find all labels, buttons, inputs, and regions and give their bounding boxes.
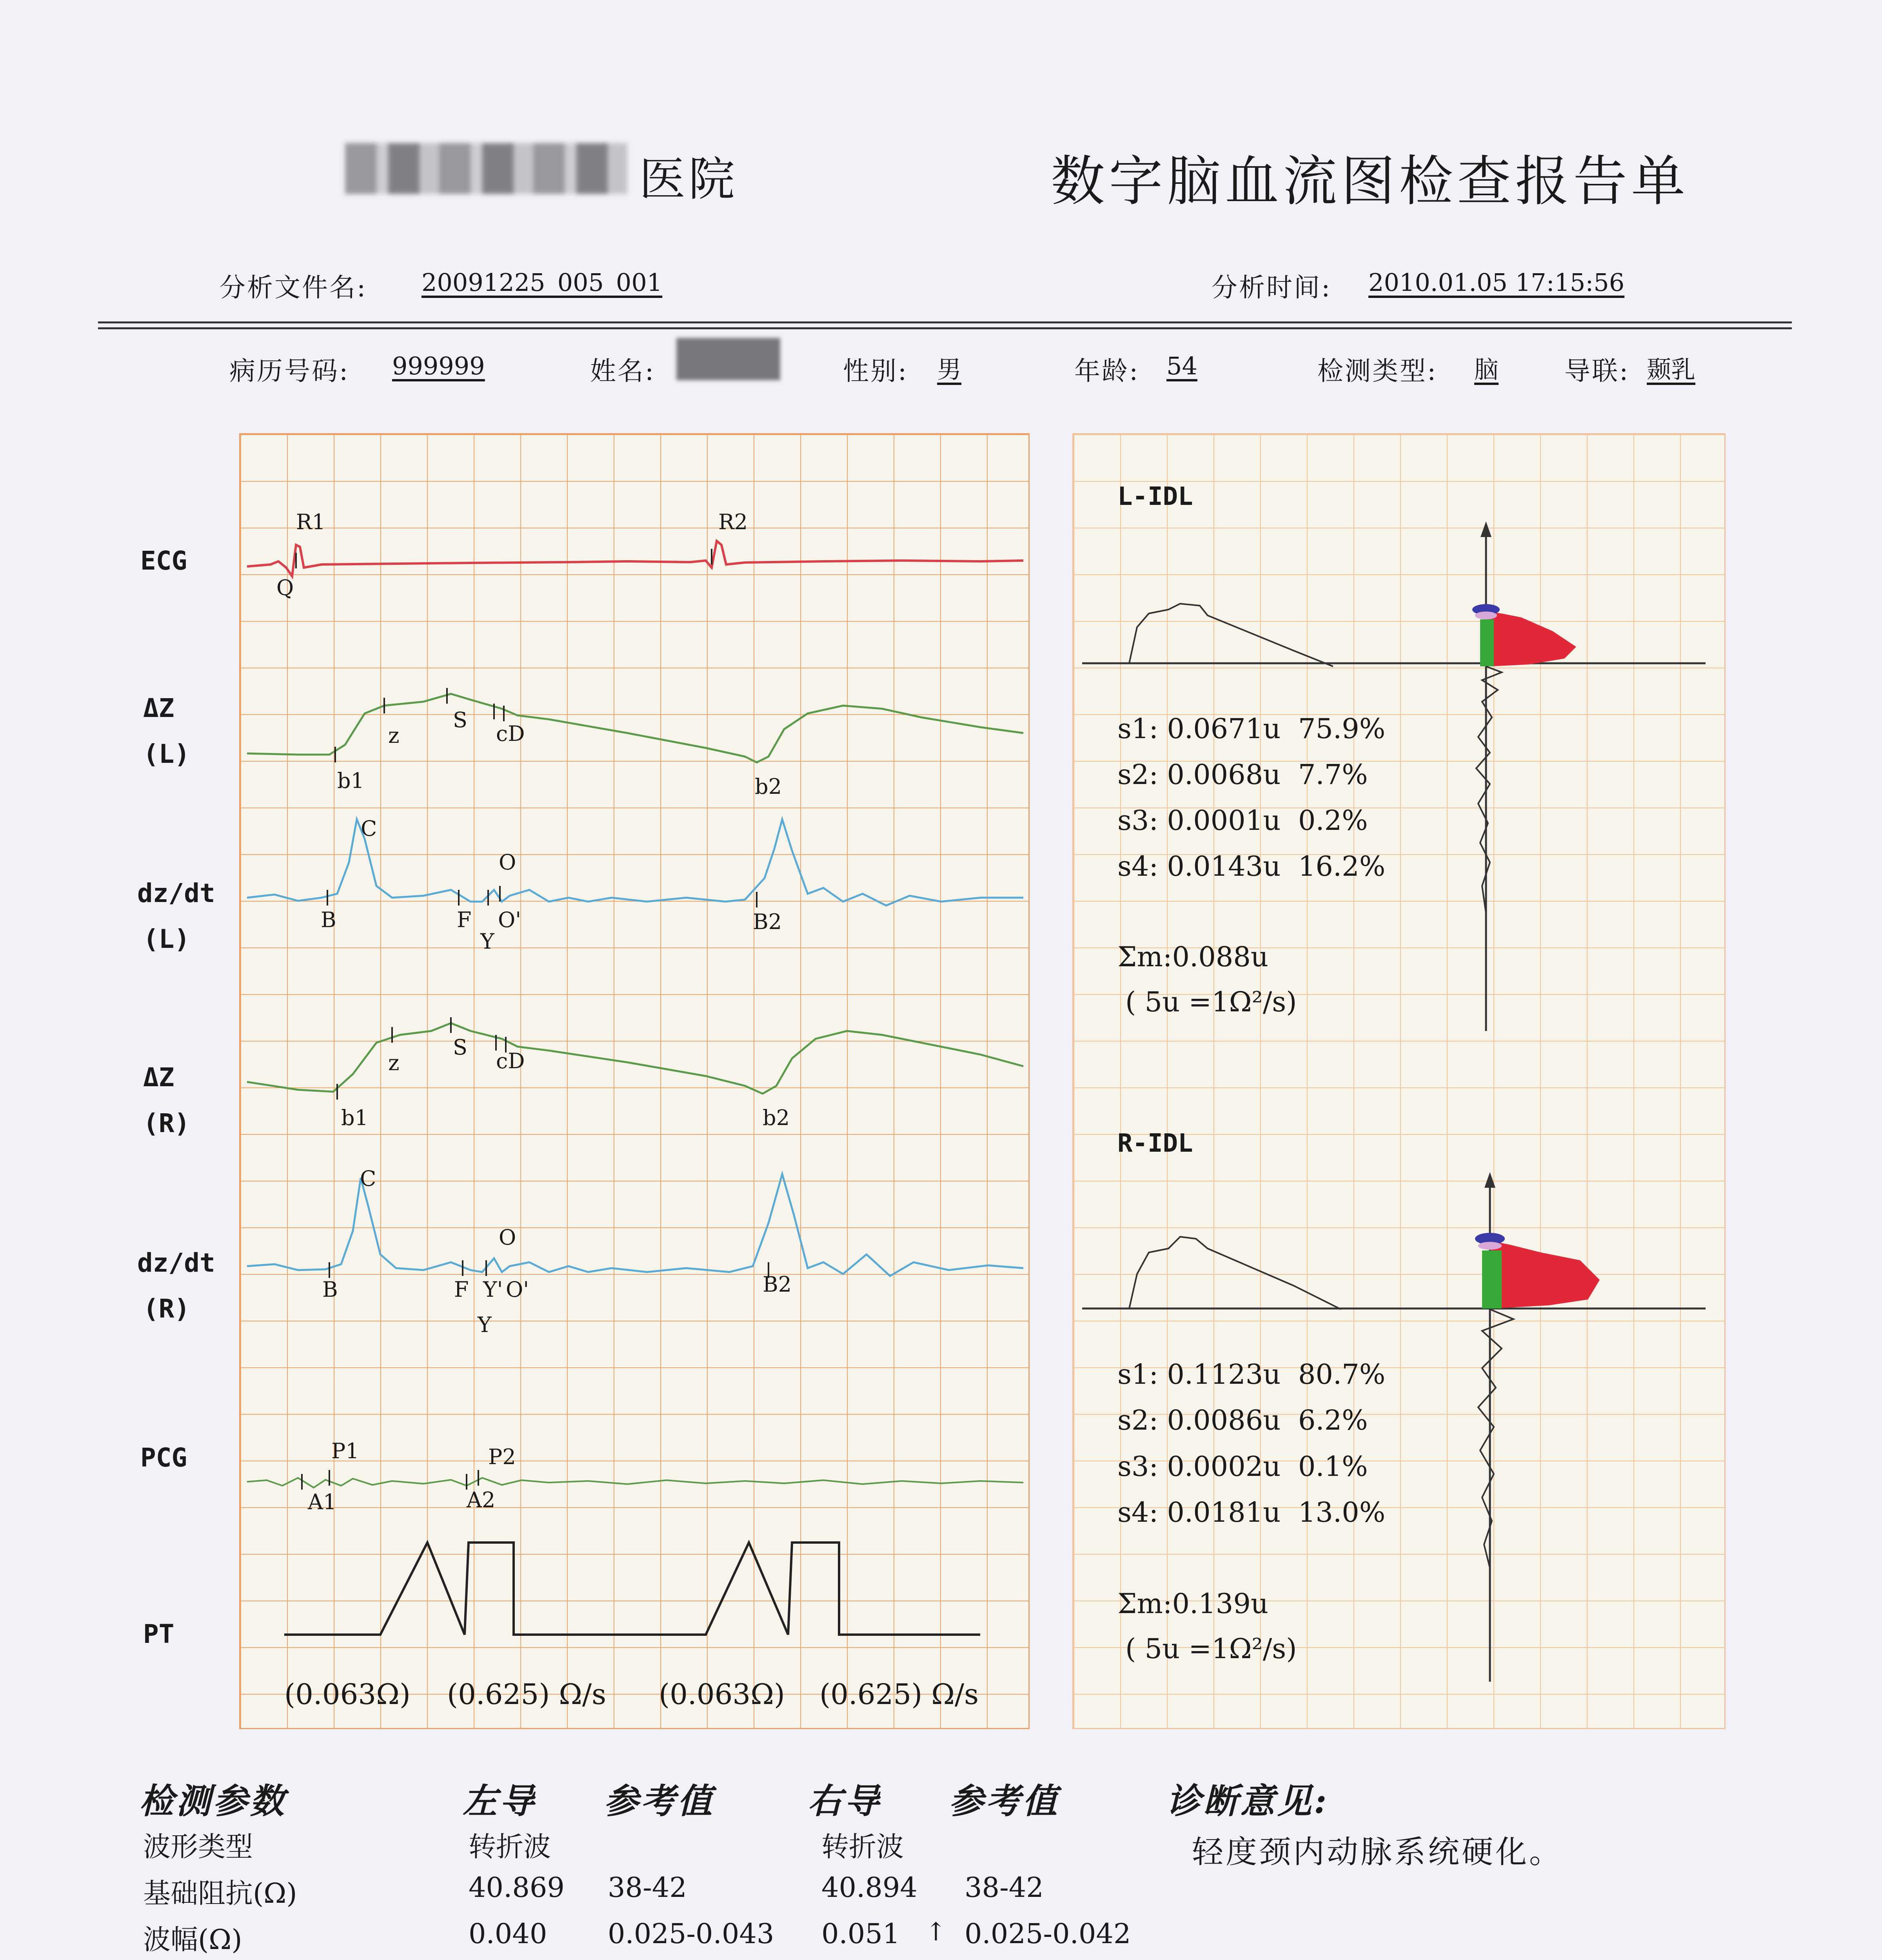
channel-pcg: PCG bbox=[140, 1443, 187, 1473]
sex-value: 男 bbox=[937, 355, 962, 384]
pt-trace bbox=[284, 1543, 980, 1635]
param-right-value: 40.894 bbox=[821, 1871, 917, 1904]
r-idl-s4: s4: 0.0181u 13.0% bbox=[1117, 1496, 1386, 1528]
dzdtr-point-y-prime: Y' bbox=[483, 1277, 503, 1302]
dzdtr-point-o: O bbox=[499, 1225, 516, 1250]
ecg-point-r1: R1 bbox=[296, 510, 326, 534]
param-left-value: 0.040 bbox=[469, 1918, 547, 1950]
param-left-ref: 38-42 bbox=[608, 1871, 687, 1904]
param-left-ref: 0.025-0.043 bbox=[608, 1918, 774, 1950]
l-idl-sum: Σm:0.088u bbox=[1117, 941, 1268, 973]
dz-right-trace bbox=[247, 1023, 1023, 1094]
param-right-arrow: ↑ bbox=[925, 1918, 946, 1947]
dzr-point-s: S bbox=[453, 1035, 467, 1060]
lead-label: 导联: bbox=[1564, 356, 1630, 386]
channel-dzdt-left: dz/dt bbox=[137, 878, 215, 908]
test-type-value: 脑 bbox=[1474, 355, 1499, 384]
dzr-point-b1: b1 bbox=[341, 1105, 368, 1130]
ecg-point-r2: R2 bbox=[718, 510, 748, 534]
dz-left-trace bbox=[247, 694, 1023, 762]
param-right-ref: 38-42 bbox=[965, 1871, 1044, 1904]
diagnosis-text: 轻度颈内动脉系统硬化。 bbox=[1192, 1834, 1563, 1870]
age-value: 54 bbox=[1166, 352, 1197, 380]
r-idl-scale: ( 5u =1Ω²/s) bbox=[1125, 1633, 1297, 1665]
dzdtl-point-f: F bbox=[457, 907, 472, 932]
l-idl-scale: ( 5u =1Ω²/s) bbox=[1125, 986, 1297, 1018]
sex-label: 性别: bbox=[843, 356, 908, 386]
channel-ecg: ECG bbox=[140, 546, 187, 576]
pt-scale-4: (0.625) Ω/s bbox=[819, 1678, 979, 1711]
pcg-point-p1: P1 bbox=[331, 1439, 359, 1463]
record-value: 999999 bbox=[392, 352, 485, 380]
dzdtr-point-b2: B2 bbox=[763, 1272, 792, 1297]
dzr-point-cd: cD bbox=[496, 1049, 525, 1073]
pcg-point-a2: A2 bbox=[467, 1488, 496, 1512]
l-idl-s3: s3: 0.0001u 0.2% bbox=[1117, 804, 1368, 837]
test-type-label: 检测类型: bbox=[1317, 356, 1438, 386]
diagnosis-title: 诊断意见: bbox=[1166, 1780, 1329, 1821]
param-name: 波形类型 bbox=[143, 1831, 253, 1863]
params-header-left: 左导 bbox=[463, 1780, 537, 1821]
params-header-name: 检测参数 bbox=[139, 1780, 287, 1821]
channel-dz-right: ΔZ bbox=[143, 1062, 174, 1093]
pt-scale-1: (0.063Ω) bbox=[284, 1678, 411, 1711]
l-idl-title: L-IDL bbox=[1117, 482, 1193, 511]
channel-dzdt-left-side: (L) bbox=[143, 924, 190, 954]
ecg-point-q: Q bbox=[276, 575, 294, 600]
age-label: 年龄: bbox=[1074, 356, 1140, 386]
l-idl-s2: s2: 0.0068u 7.7% bbox=[1117, 759, 1368, 791]
params-header-right: 右导 bbox=[808, 1780, 882, 1821]
time-value: 2010.01.05 17:15:56 bbox=[1368, 268, 1625, 297]
params-header-rref: 参考值 bbox=[949, 1780, 1060, 1821]
channel-dz-left-side: (L) bbox=[143, 739, 190, 769]
channel-dz-left: ΔZ bbox=[143, 693, 174, 723]
param-left-value: 转折波 bbox=[469, 1831, 551, 1863]
report-title: 数字脑血流图检查报告单 bbox=[1051, 150, 1689, 213]
r-idl-s3: s3: 0.0002u 0.1% bbox=[1117, 1450, 1368, 1483]
r-idl-title: R-IDL bbox=[1117, 1129, 1193, 1158]
file-value: 20091225_005_001 bbox=[421, 268, 663, 297]
param-right-ref: 0.025-0.042 bbox=[965, 1918, 1131, 1950]
r-idl-sum: Σm:0.139u bbox=[1117, 1588, 1268, 1620]
param-right-value: 转折波 bbox=[821, 1831, 904, 1863]
dzl-point-b1: b1 bbox=[337, 768, 364, 793]
dzdtr-point-o-prime: O' bbox=[506, 1277, 529, 1302]
dzdtr-point-c: C bbox=[360, 1166, 376, 1191]
pcg-point-a1: A1 bbox=[308, 1490, 337, 1514]
time-label: 分析时间: bbox=[1212, 272, 1332, 303]
dzl-point-s: S bbox=[453, 708, 467, 732]
channel-pt: PT bbox=[143, 1619, 174, 1649]
param-name: 基础阻抗(Ω) bbox=[143, 1877, 297, 1909]
hospital-suffix: 医院 bbox=[639, 152, 738, 206]
dzl-point-cd: cD bbox=[496, 721, 525, 746]
dzdtl-point-y: Y bbox=[480, 929, 494, 954]
pcg-trace bbox=[247, 1478, 1023, 1488]
pt-scale-3: (0.063Ω) bbox=[659, 1678, 785, 1711]
channel-dzdt-right-side: (R) bbox=[143, 1294, 190, 1324]
r-idl-s2: s2: 0.0086u 6.2% bbox=[1117, 1404, 1368, 1436]
dzdtr-point-f: F bbox=[454, 1277, 469, 1302]
param-right-value: 0.051 bbox=[821, 1918, 900, 1950]
dzr-point-z: z bbox=[388, 1051, 400, 1075]
dzdtr-point-y: Y bbox=[478, 1312, 492, 1337]
l-idl-s1: s1: 0.0671u 75.9% bbox=[1117, 713, 1386, 745]
ecg-trace bbox=[247, 541, 1023, 576]
dzdtl-point-o-prime: O' bbox=[498, 907, 521, 932]
dzl-point-b2: b2 bbox=[755, 774, 782, 799]
param-left-value: 40.869 bbox=[469, 1871, 565, 1904]
dzdtl-point-c: C bbox=[361, 816, 377, 841]
file-label: 分析文件名: bbox=[220, 272, 367, 303]
dzdtl-point-b2: B2 bbox=[753, 909, 782, 934]
lead-value: 颞乳 bbox=[1647, 355, 1696, 384]
record-label: 病历号码: bbox=[229, 356, 350, 386]
channel-dz-right-side: (R) bbox=[143, 1108, 190, 1138]
pcg-point-p2: P2 bbox=[488, 1445, 516, 1469]
dzdtr-point-b: B bbox=[322, 1277, 338, 1302]
dzdtl-point-o: O bbox=[499, 850, 516, 875]
dzr-point-b2: b2 bbox=[763, 1105, 790, 1130]
dzl-point-z: z bbox=[388, 723, 400, 748]
params-header-lref: 参考值 bbox=[604, 1780, 715, 1821]
r-idl-s1: s1: 0.1123u 80.7% bbox=[1117, 1358, 1386, 1390]
param-name: 波幅(Ω) bbox=[143, 1924, 242, 1956]
l-idl-s4: s4: 0.0143u 16.2% bbox=[1117, 850, 1386, 882]
dzdtl-point-b: B bbox=[321, 907, 336, 932]
name-label: 姓名: bbox=[590, 356, 656, 386]
channel-dzdt-right: dz/dt bbox=[137, 1248, 215, 1278]
pt-scale-2: (0.625) Ω/s bbox=[447, 1678, 607, 1711]
